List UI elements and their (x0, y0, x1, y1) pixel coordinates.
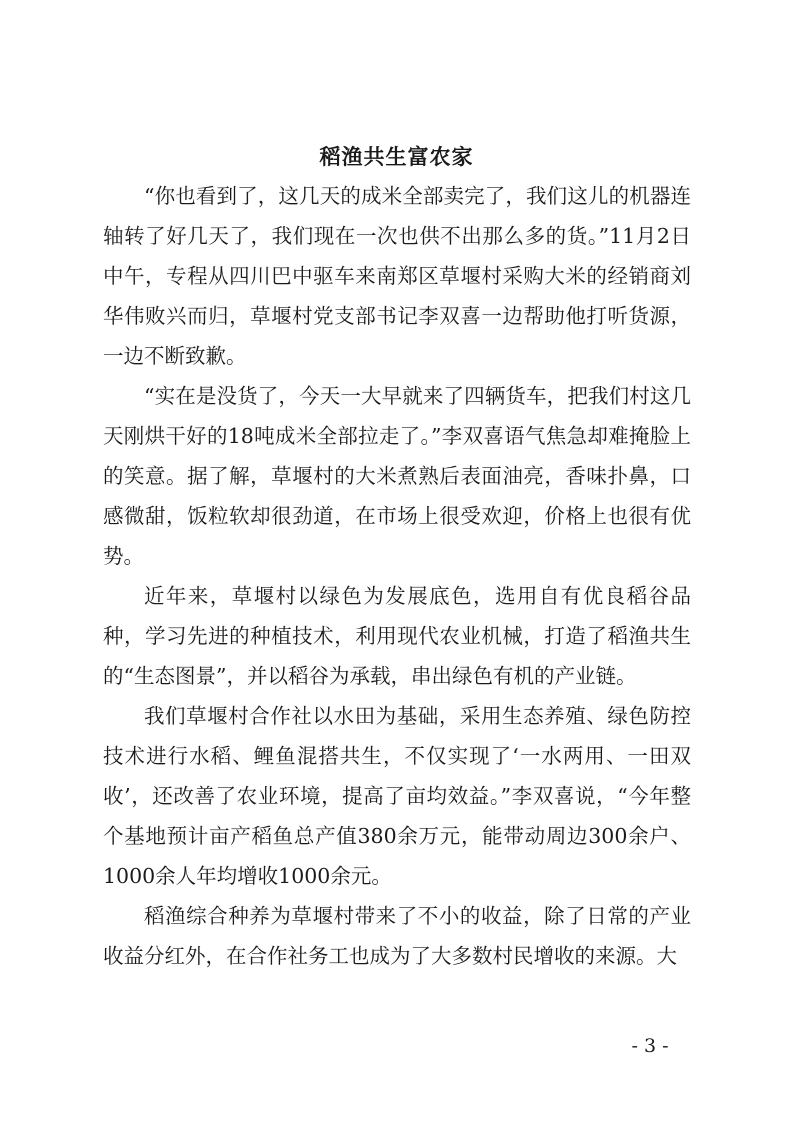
article-body (103, 176, 691, 976)
paragraph-2: “实在是没货了，今天一大早就来了四辆货车，把我们村这几天刚烘干好的18吨成米全部拉走了。”李双喜语气焦急却难掩脸上的笑意。据了解，草堰村的大米煮熟后表面油亮，香味扑鼻，口感微甜，饭粒软却很劲道，在市场上很受欢迎，价格上也很有优势。 (103, 384, 691, 568)
article-title: 稻渔共生富农家 (319, 145, 474, 169)
paragraph-1: “你也看到了，这几天的成米全部卖完了，我们这儿的机器连轴转了好几天了，我们现在一次也供不出那么多的货。”11月2日中午，专程从四川巴中驱车来南郑区草堰村采购大米的经销商刘华伟败兴而归，草堰村党支部书记李双喜一边帮助他打听货源，一边不断致歉。 (103, 184, 691, 368)
paragraph-4: 我们草堰村合作社以水田为基础，采用生态养殖、绿色防控技术进行水稻、鲤鱼混搭共生，不仅实现了‘一水两用、一田双收’，还改善了农业环境，提高了亩均效益。”李双喜说，“今年整个基地预计亩产稻鱼总产值380余万元，能带动周边300余户、1000余人年均增收1000余元。 (103, 704, 691, 888)
page-number: - 3 - (631, 1035, 669, 1057)
paragraph-5: 稻渔综合种养为草堰村带来了不小的收益，除了日常的产业收益分红外，在合作社务工也成为了大多数村民增收的来源。大 (103, 904, 691, 968)
paragraph-3: 近年来，草堰村以绿色为发展底色，选用自有优良稻谷品种，学习先进的种植技术，利用现代农业机械，打造了稻渔共生的“生态图景”，并以稻谷为承载，串出绿色有机的产业链。 (103, 584, 691, 688)
